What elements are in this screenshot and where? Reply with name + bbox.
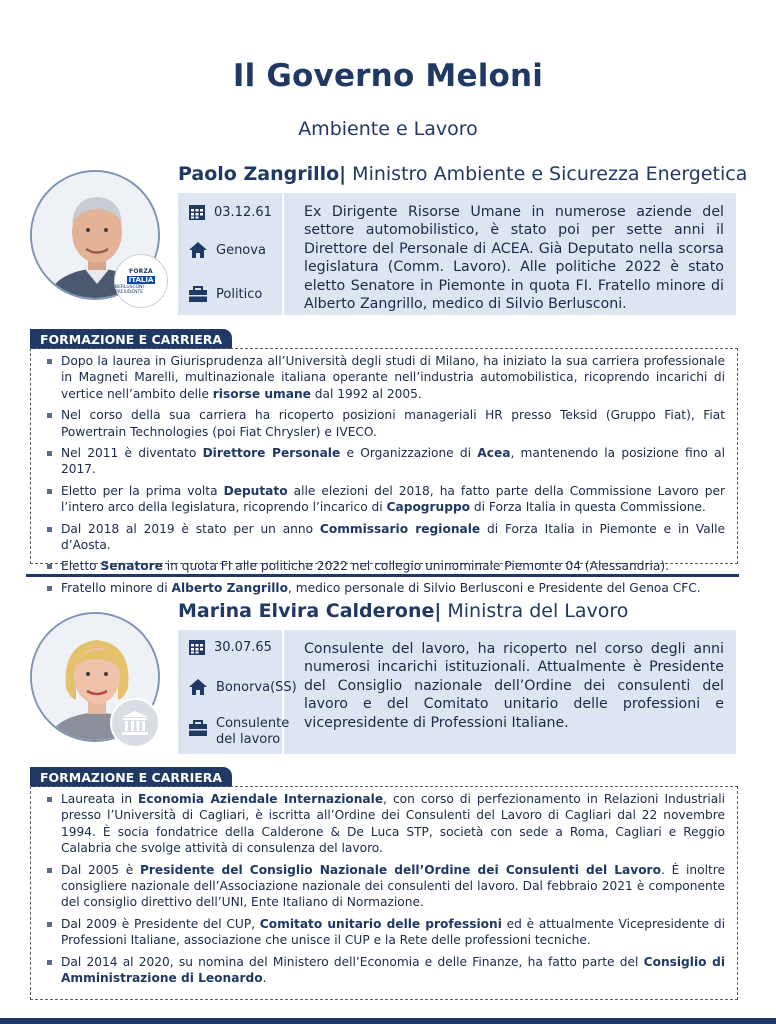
career-item: [47, 862, 725, 911]
minister-2-role: Ministra del Lavoro: [447, 600, 629, 622]
career-box-1: [30, 348, 738, 595]
career-list-1: [31, 349, 737, 596]
minister-1-info-box: [178, 193, 736, 315]
profession-line-1: Consulente: [216, 716, 290, 731]
career-section-tab-2: FORMAZIONE E CARRIERA: [30, 767, 232, 787]
career-highlight: Deputato: [223, 483, 288, 498]
fact-birthplace: [188, 241, 266, 259]
career-item: [47, 580, 725, 596]
career-text: Eletto: [61, 559, 101, 574]
fact-birthdate: [188, 638, 272, 656]
fact-profession: [188, 716, 289, 748]
career-text: Dal 2005 è: [61, 862, 140, 877]
career-text: dal 1992 al 2005.: [310, 386, 422, 401]
minister-2-name: Marina Elvira Calderone: [178, 600, 435, 622]
minister-1-role: Ministro Ambiente e Sicurezza Energetica: [352, 163, 748, 185]
home-icon: [188, 678, 208, 696]
heading-separator: |: [434, 600, 442, 622]
career-text: ed è attualmente Vicepresidente di Professioni Italiane, associazione che unisce il CUP e la Rete delle professioni tecniche.: [61, 916, 726, 948]
career-text: Nel corso della sua carriera ha ricoperto posizioni manageriali HR presso Teksid (Gruppo Fiat), Fiat Powertrain Technologies (poi Fiat Chrysler) e IVECO.: [61, 408, 725, 439]
career-section-tab-1: FORMAZIONE E CARRIERA: [30, 329, 232, 349]
logo-text-mid: ITALIA: [128, 275, 154, 284]
minister-2-bio: Consulente del lavoro, ha ricoperto nel corso degli anni numerosi incarichi istituzionali. Attualmente è Presidente del Consiglio nazionale dell’Ordine dei consulenti del lavoro e del Comitato unitario delle professioni e vicepresidente di Professioni Italiane.: [304, 641, 724, 731]
birthdate-value: 30.07.65: [214, 639, 272, 655]
heading-separator: |: [339, 163, 347, 185]
minister-2-info-box: [178, 630, 736, 754]
career-highlight: Economia Aziendale Internazionale: [138, 792, 384, 806]
career-text: Eletto per la prima volta: [61, 483, 224, 498]
career-text: Nel 2011 è diventato: [61, 446, 203, 461]
minister-1-heading: [178, 163, 747, 185]
career-highlight: Direttore Personale: [202, 446, 341, 461]
birthdate-value: 03.12.61: [214, 204, 272, 220]
career-text: in quota FI alle politiche 2022 nel collegio uninominale Piemonte 04 (Alessandria).: [162, 559, 669, 574]
career-text: . È inoltre consigliere nazionale dell’Associazione nazionale dei consulenti del lavoro. Dal febbraio 2021 è componente del consiglio direttivo dell’UNI, Ente Italiano di Normazione.: [61, 862, 725, 910]
minister-2-heading: [178, 600, 628, 622]
career-text: , medico personale di Silvio Berlusconi e Presidente del Genoa CFC.: [287, 580, 701, 595]
home-icon: [188, 241, 208, 259]
career-highlight: Commissario regionale: [319, 521, 481, 536]
career-text: Dal 2018 al 2019 è stato per un anno: [61, 521, 320, 536]
birthplace-value: Genova: [216, 242, 266, 258]
logo-text-top: FORZA: [129, 267, 153, 275]
footer-bar: [0, 1018, 776, 1024]
career-highlight: Acea: [477, 446, 511, 461]
calendar-icon: [188, 638, 206, 656]
logo-text-bottom: BERLUSCONI PRESIDENTE: [115, 284, 144, 295]
career-text: Dal 2009 è Presidente del CUP,: [61, 916, 260, 931]
career-text: , mantenendo la posizione fino al 2017.: [61, 446, 725, 477]
profession-value: Politico: [216, 287, 263, 302]
minister-2-facts: [178, 630, 297, 754]
fact-birthdate: [188, 203, 272, 221]
career-text: Dal 2014 al 2020, su nomina del Ministero dell’Economia e delle Finanze, ha fatto parte del: [61, 954, 644, 969]
career-item: [47, 353, 725, 402]
career-item: [47, 407, 725, 440]
minister-1-facts: [178, 193, 284, 315]
career-item: [47, 954, 725, 987]
career-item: [47, 916, 725, 949]
page-subtitle: Ambiente e Lavoro: [298, 118, 478, 140]
career-item: [47, 558, 725, 574]
career-text: di Forza Italia in Piemonte e in Valle d’Aosta.: [61, 521, 726, 553]
birthplace-value: Bonorva(SS): [216, 679, 297, 695]
career-highlight: Consiglio di Amministrazione di Leonardo: [61, 954, 725, 986]
fact-birthplace: [188, 678, 297, 696]
career-highlight: risorse umane: [212, 386, 311, 401]
career-box-2: [30, 786, 738, 1000]
career-item: [47, 791, 725, 857]
career-item: [47, 483, 725, 516]
career-text: alle elezioni del 2018, ha fatto parte della Commissione Lavoro per l’intero arco della legislatura, ricoprendo l’incarico di: [61, 483, 725, 515]
fact-profession: [188, 286, 262, 303]
minister-1-name: Paolo Zangrillo: [178, 163, 340, 185]
career-highlight: Senatore: [100, 559, 163, 574]
career-text: Laureata in: [61, 792, 139, 806]
government-building-logo: [110, 698, 160, 748]
career-text: e Organizzazione di: [340, 446, 478, 461]
briefcase-icon: [188, 286, 208, 303]
institution-icon: [120, 709, 150, 737]
profession-line-2: del lavoro: [216, 732, 281, 747]
briefcase-icon: [188, 720, 208, 737]
career-highlight: Capogruppo: [386, 500, 471, 515]
section-divider: [26, 574, 739, 577]
career-highlight: Presidente del Consiglio Nazionale dell’Ordine dei Consulenti del Lavoro: [139, 862, 661, 877]
page-title: Il Governo Meloni: [232, 58, 544, 94]
career-item: [47, 521, 725, 554]
forza-italia-logo: [114, 254, 168, 308]
career-highlight: Alberto Zangrillo: [171, 580, 288, 595]
career-highlight: Comitato unitario delle professioni: [259, 916, 502, 931]
calendar-icon: [188, 203, 206, 221]
career-list-2: [31, 787, 737, 986]
career-text: , con corso di perfezionamento in Relazioni Industriali presso l’Università di Cagliari, è iscritta all’Ordine dei Consulenti del Lavoro di Cagliari dal 22 novembre 1994. È socia fondatrice della Calderone & De Luca STP, società con sede a Roma, Cagliari e Reggio Calabria che svolge attività di consulenza del lavoro.: [61, 792, 725, 856]
career-item: [47, 445, 725, 478]
career-text: Fratello minore di: [61, 580, 172, 595]
career-text: di Forza Italia in questa Commissione.: [470, 500, 706, 515]
minister-1-bio: Ex Dirigente Risorse Umane in numerose aziende del settore automobilistico, è stato poi per sette anni il Direttore del Personale di ACEA. Già Deputato nella scorsa legislatura (Comm. Lavoro). Alle politiche 2022 è stato eletto Senatore in Piemonte in quota FI. Fratello minore di Alberto Zangrillo, medico di Silvio Berlusconi.: [304, 204, 724, 313]
profession-value: [216, 716, 289, 748]
career-text: .: [262, 971, 267, 986]
career-text: Dopo la laurea in Giurisprudenza all’Università degli studi di Milano, ha iniziato la sua carriera professionale in Magneti Marelli, multinazionale italiana operante nell’industria automobilistica, ricoprendo incarichi di vertice nell’ambito delle: [61, 354, 725, 401]
